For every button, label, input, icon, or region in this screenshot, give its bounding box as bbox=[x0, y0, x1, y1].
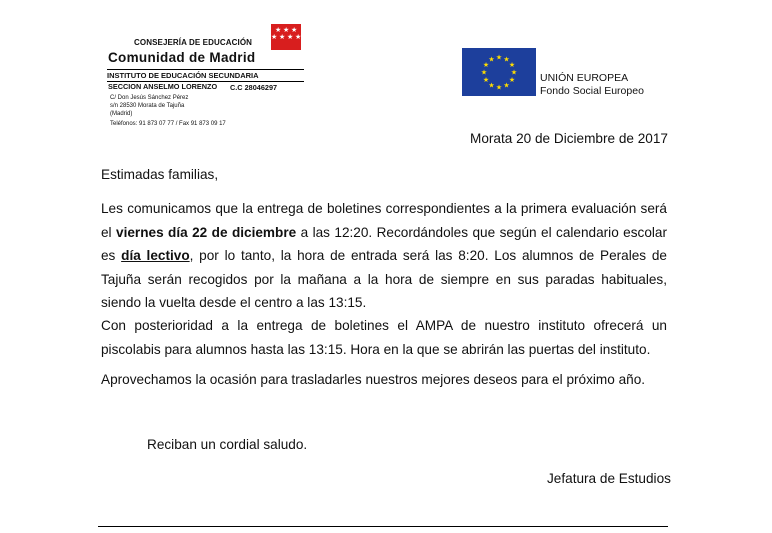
greeting: Estimadas familias, bbox=[101, 167, 219, 182]
address-provincia: (Madrid) bbox=[110, 111, 133, 117]
letter-date: Morata 20 de Diciembre de 2017 bbox=[470, 131, 668, 146]
instituto-label: INSTITUTO DE EDUCACIÓN SECUNDARIA bbox=[107, 69, 304, 82]
paragraph-deseos: Aprovechamos la ocasión para trasladarles nuestros mejores deseos para el próximo año. bbox=[101, 372, 646, 387]
address-street: C/ Don Jesús Sánchez Pérez bbox=[110, 95, 189, 101]
eu-star: ★ bbox=[482, 62, 490, 69]
eu-star: ★ bbox=[503, 56, 510, 64]
address-telefonos: Teléfonos: 91 873 07 77 / Fax 91 873 09 17 bbox=[110, 121, 226, 127]
eu-star: ★ bbox=[482, 77, 490, 84]
p1-text-3: , por lo tanto, la hora de entrada será las 8:20. Los alumnos de Perales de Tajuña serán recogidos por la mañana a la hora de siempre en sus paradas habituales, siendo la vuelta desde el centro a las 13:15. bbox=[101, 248, 667, 310]
eu-star: ★ bbox=[488, 82, 495, 90]
paragraph-ampa: Con posterioridad a la entrega de boletines el AMPA de nuestro instituto ofrecerá un piscolabis para alumnos hasta las 13:15. Hora en la que se abrirán las puertas del instituto. bbox=[101, 318, 667, 357]
paragraph-boletines bbox=[101, 197, 667, 315]
fse-label: Fondo Social Europeo bbox=[540, 85, 644, 97]
footer-rule bbox=[98, 526, 668, 527]
p1-dia-lectivo: día lectivo bbox=[121, 248, 190, 263]
centro-codigo: C.C 28046297 bbox=[230, 83, 278, 92]
address-cp: s/n 28530 Morata de Tajuña bbox=[110, 103, 185, 109]
comunidad-madrid-flag-icon: ★ ★ ★ ★ ★ ★ ★ bbox=[271, 24, 301, 50]
eu-star: ★ bbox=[503, 82, 510, 90]
eu-star: ★ bbox=[495, 84, 503, 92]
eu-star: ★ bbox=[480, 69, 488, 77]
eu-star: ★ bbox=[495, 54, 503, 62]
eu-star: ★ bbox=[508, 62, 516, 69]
eu-label: UNIÓN EUROPEA bbox=[540, 72, 629, 84]
signature: Jefatura de Estudios bbox=[547, 471, 671, 486]
comunidad-label: Comunidad de Madrid bbox=[108, 50, 256, 65]
closing: Reciban un cordial saludo. bbox=[147, 437, 308, 452]
p1-text-1: Les comunicamos que la entrega de boletines correspondientes a la primera evaluación será el bbox=[101, 201, 667, 240]
p1-text-2: a las 12:20. Recordándoles que según el calendario escolar es bbox=[101, 224, 668, 263]
consejeria-label: CONSEJERÍA DE EDUCACIÓN bbox=[134, 38, 253, 47]
eu-star: ★ bbox=[510, 69, 518, 77]
eu-flag-icon bbox=[462, 48, 536, 96]
seccion-label: SECCION ANSELMO LORENZO bbox=[108, 82, 218, 91]
eu-star: ★ bbox=[508, 77, 516, 84]
p1-date-bold: viernes día 22 de diciembre bbox=[116, 224, 297, 240]
eu-star: ★ bbox=[488, 56, 495, 64]
